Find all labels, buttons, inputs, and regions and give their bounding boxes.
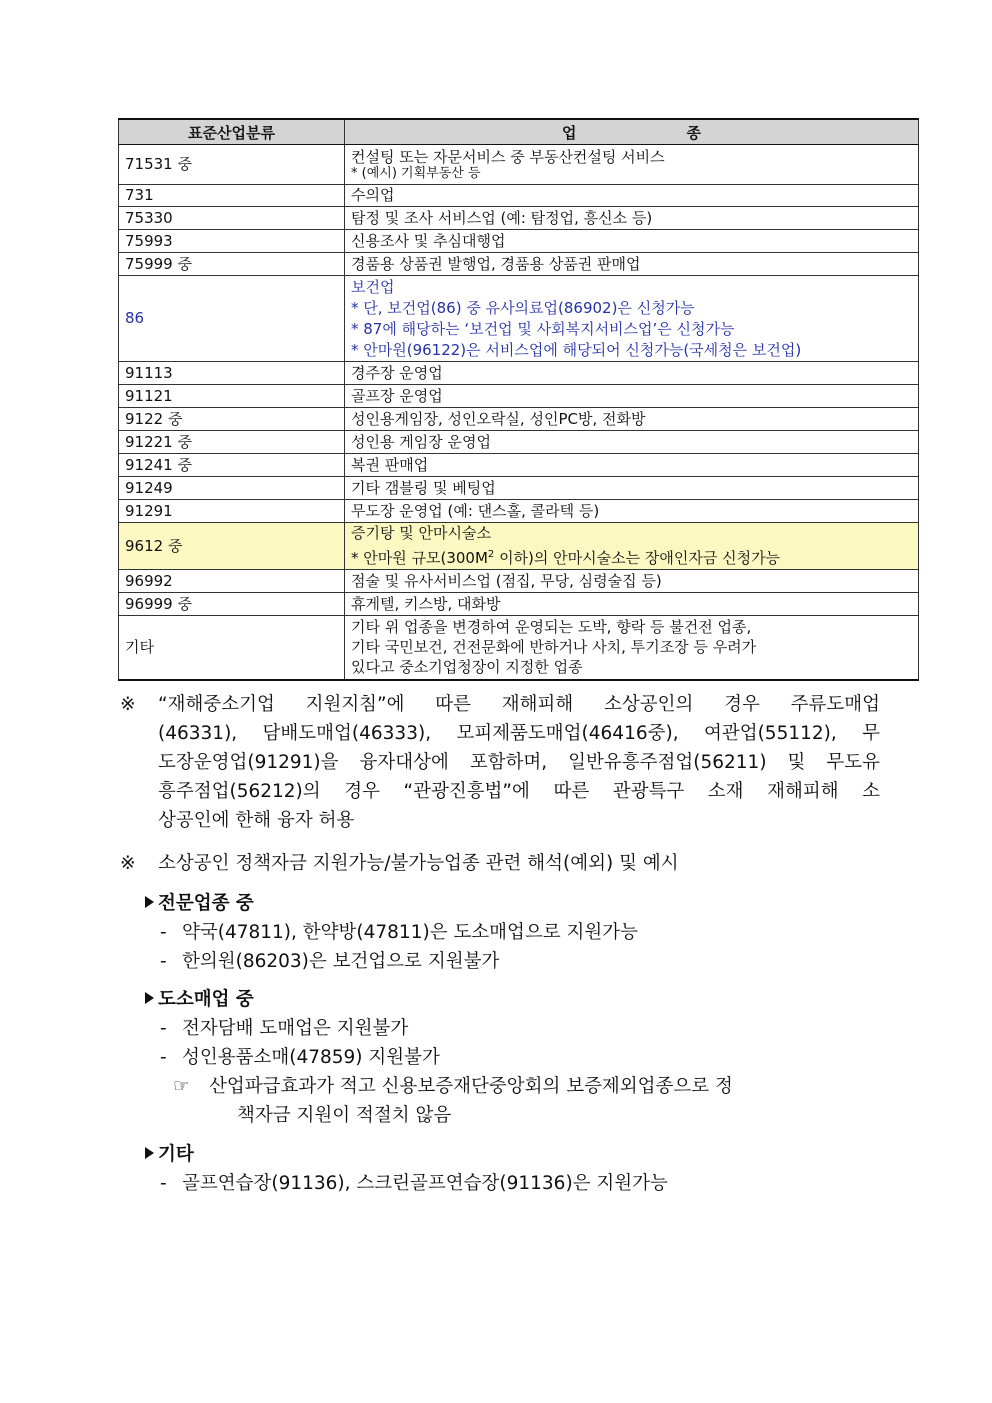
- row-industry: 휴게텔, 키스방, 대화방: [345, 593, 919, 616]
- row-code: 75993: [119, 230, 345, 253]
- list-item: [145, 1043, 885, 1072]
- table-row: [119, 454, 919, 477]
- list-item-text: 골프연습장(91136), 스크린골프연습장(91136)은 지원가능: [182, 1173, 668, 1194]
- pointing-note-text: 책자금 지원이 적절치 않음: [237, 1105, 452, 1126]
- row-industry: [345, 276, 919, 362]
- row-industry: 경주장 운영업: [345, 362, 919, 385]
- table-row: [119, 477, 919, 500]
- row-code: 9122 중: [119, 408, 345, 431]
- row-industry-line: [351, 544, 914, 569]
- group-title-text: 전문업종 중: [158, 893, 254, 914]
- row-industry: 탐정 및 조사 서비스업 (예: 탐정업, 흥신소 등): [345, 207, 919, 230]
- row-industry: 골프장 운영업: [345, 385, 919, 408]
- list-item-text: 전자담배 도매업은 지원불가: [182, 1018, 409, 1039]
- list-item: [145, 1169, 885, 1198]
- row-industry: 성인용게임장, 성인오락실, 성인PC방, 전화방: [345, 408, 919, 431]
- header-industry-char2: 종: [686, 123, 701, 142]
- row-industry-line: * 단, 보건업(86) 중 유사의료업(86902)은 신청가능: [351, 298, 695, 317]
- row-code: 75330: [119, 207, 345, 230]
- group-other: [145, 1140, 885, 1198]
- row-industry-line: 기타 위 업종을 변경하여 운영되는 도박, 향락 등 불건전 업종,: [351, 618, 752, 637]
- table-row: [119, 431, 919, 454]
- header-industry-char1: 업: [562, 123, 577, 142]
- row-code: 96992: [119, 570, 345, 593]
- list-item: [145, 918, 885, 947]
- row-industry-note: * (예시) 기획부동산 등: [351, 165, 481, 181]
- row-code: 91249: [119, 477, 345, 500]
- row-industry-line: 있다고 중소기업청장이 지정한 업종: [351, 658, 583, 677]
- pointing-hand-icon: ☞: [173, 1076, 190, 1097]
- row-industry-line: * 87에 해당하는 ‘보건업 및 사회복지서비스업’은 신청가능: [351, 319, 735, 338]
- list-item: [145, 947, 885, 976]
- row-code: 86: [119, 276, 345, 362]
- row-industry-line: * 안마원(96122)은 서비스업에 해당되어 신청가능(국세청은 보건업): [351, 340, 802, 359]
- row-industry-line: 보건업: [351, 277, 395, 296]
- row-industry: 신용조사 및 추심대행업: [345, 230, 919, 253]
- note-line: “재해중소기업 지원지침”에 따른 재해피해 소상공인의 경우 주류도매업: [158, 694, 880, 715]
- row-industry: 복권 판매업: [345, 454, 919, 477]
- row-industry-text: 이하)의 안마시술소는 장애인자금 신청가능: [494, 549, 781, 567]
- table-row: [119, 500, 919, 523]
- group-title-text: 기타: [158, 1144, 194, 1165]
- dash-bullet: -: [160, 1173, 167, 1194]
- row-industry-line: 기타 국민보건, 건전문화에 반하거나 사치, 투기조장 등 우려가: [351, 638, 757, 657]
- dash-bullet: -: [160, 1018, 167, 1039]
- table-row: [119, 593, 919, 616]
- row-code: 91291: [119, 500, 345, 523]
- table-row-highlighted: [119, 523, 919, 570]
- group-title: [145, 1140, 885, 1169]
- industry-exclusion-table: [118, 118, 919, 681]
- table-row: [119, 253, 919, 276]
- header-code: 표준산업분류: [119, 119, 345, 145]
- row-code: 731: [119, 185, 345, 207]
- note-line: 상공인에 한해 융자 허용: [158, 810, 355, 831]
- list-item-text: 한의원(86203)은 보건업으로 지원불가: [182, 951, 500, 972]
- list-item: [145, 1014, 885, 1043]
- dash-bullet: -: [160, 951, 167, 972]
- row-code: 91221 중: [119, 431, 345, 454]
- note-paragraph: [120, 849, 880, 878]
- list-item-text: 성인용품소매(47859) 지원불가: [182, 1047, 440, 1068]
- group-wholesale: [145, 985, 885, 1130]
- pointing-note-text: 산업파급효과가 적고 신용보증재단중앙회의 보증제외업종으로 정: [209, 1076, 733, 1097]
- row-code: 91113: [119, 362, 345, 385]
- table-row: [119, 185, 919, 207]
- table-row: [119, 230, 919, 253]
- note-line: 흥주점업(56212)의 경우 “관광진흥법”에 따른 관광특구 소재 재해피해 소: [158, 781, 880, 802]
- pointing-note: [145, 1072, 885, 1130]
- dash-bullet: -: [160, 922, 167, 943]
- row-industry: 성인용 게임장 운영업: [345, 431, 919, 454]
- row-industry-text: * 안마원 규모(300M: [351, 549, 488, 567]
- table-row: [119, 207, 919, 230]
- row-code: 91241 중: [119, 454, 345, 477]
- note-line: 소상공인 정책자금 지원가능/불가능업종 관련 해석(예외) 및 예시: [158, 853, 679, 874]
- header-industry: [345, 119, 919, 145]
- row-industry-line: 컨설팅 또는 자문서비스 중 부동산컨설팅 서비스: [351, 147, 665, 166]
- row-code: 96999 중: [119, 593, 345, 616]
- note-line: 도장운영업(91291)을 융자대상에 포함하며, 일반유흥주점업(56211) 및 무도유: [158, 752, 880, 773]
- triangle-bullet-icon: [145, 992, 154, 1004]
- row-industry: 경품용 상품권 발행업, 경품용 상품권 판매업: [345, 253, 919, 276]
- reference-mark: ※: [120, 694, 136, 715]
- row-industry-line: 증기탕 및 안마시술소: [351, 524, 491, 542]
- note-disaster-exception: [120, 690, 880, 835]
- row-industry: 수의업: [345, 185, 919, 207]
- row-industry: 기타 갬블링 및 베팅업: [345, 477, 919, 500]
- superscript-2: 2: [487, 549, 495, 560]
- row-industry: [345, 145, 919, 185]
- row-code: 91121: [119, 385, 345, 408]
- note-paragraph: [120, 690, 880, 835]
- group-title: [145, 889, 885, 918]
- table-row: [119, 408, 919, 431]
- row-industry: 점술 및 유사서비스업 (점집, 무당, 심령술집 등): [345, 570, 919, 593]
- table-row: [119, 362, 919, 385]
- note-interpretation: [120, 849, 880, 878]
- table-row: [119, 385, 919, 408]
- row-industry: 무도장 운영업 (예: 댄스홀, 콜라텍 등): [345, 500, 919, 523]
- row-code: 9612 중: [119, 523, 345, 570]
- table-row: [119, 276, 919, 362]
- triangle-bullet-icon: [145, 896, 154, 908]
- table-header-row: [119, 119, 919, 145]
- row-code: 71531 중: [119, 145, 345, 185]
- dash-bullet: -: [160, 1047, 167, 1068]
- reference-mark: ※: [120, 853, 136, 874]
- table-row: [119, 570, 919, 593]
- group-professional: [145, 889, 885, 976]
- table-row: [119, 145, 919, 185]
- row-industry: [345, 616, 919, 680]
- group-title-text: 도소매업 중: [158, 989, 254, 1010]
- row-code: 75999 중: [119, 253, 345, 276]
- note-line: (46331), 담배도매업(46333), 모피제품도매업(46416중), 여관업(55112), 무: [158, 723, 880, 744]
- row-code: 기타: [119, 616, 345, 680]
- triangle-bullet-icon: [145, 1147, 154, 1159]
- list-item-text: 약국(47811), 한약방(47811)은 도소매업으로 지원가능: [182, 922, 639, 943]
- row-industry: [345, 523, 919, 570]
- group-title: [145, 985, 885, 1014]
- table-row: [119, 616, 919, 680]
